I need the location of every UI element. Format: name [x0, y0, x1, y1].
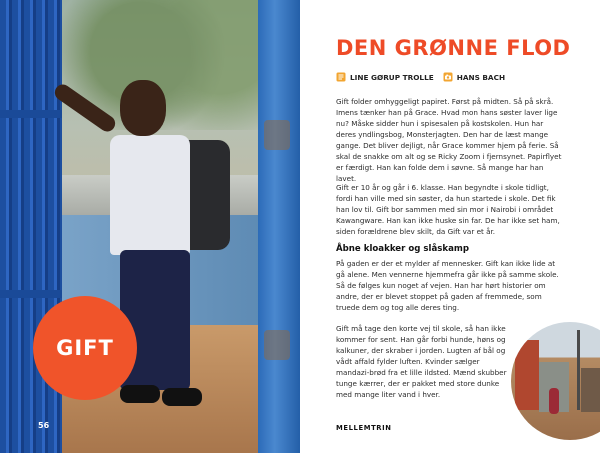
paragraph: Gift folder omhyggeligt papiret. Først på midten. Så på skrå. Imens tænker han på Grace. Hvad mon hans søster laver lige nu? Måske sidder hun i spisesalen på kostskolen. Hun har deres yndlingsbog, Monsterjagten. Den har de læst mange gange. Det bliver dejligt, når Grace kommer hjem på ferie. Så skal de snakke om alt og se Ricky Zoom i fjernsynet. Papirflyet er færdigt. Han kan folde dem i søvne. Så mange har han lavet.: [336, 97, 562, 183]
gate-bar: [0, 110, 62, 118]
paragraph: Gift er 10 år og går i 6. klasse. Han begyndte i skole tidligt, fordi han ville med sin søster, da hun startede i skole. Det fik han lov til. Gift bor sammen med sin mor i Nairobi i området Kawangware. Han kan ikke huske sin far. De har ikke set ham, siden forældrene blev skilt, da Gift var et år.: [336, 183, 560, 236]
photographer-name: HANS BACH: [456, 72, 506, 82]
paragraph: På gaden er der et mylder af mennesker. Gift kan ikke lide at gå alene. Men vennerne hjemmefra går ikke på samme skole. Så de følges kun noget af vejen. Han har hørt historier om andre, der er blevet stoppet på gaden af fremmede, som truede dem og tog alle deres ting.: [336, 259, 559, 312]
paragraph: Gift må tage den korte vej til skole, så han ikke kommer for sent. Han går forbi hunde, høns og kalkuner, der skraber i jorden. Lugten af bål og vådt affald fylder luften. Kvinder sælger mandazi-brød fra et lille ildsted. Mænd skubber tunge kærrer, der er pakket med store dunke med mange liter vand i hver.: [336, 324, 507, 399]
gate-rust: [264, 330, 290, 360]
author-name: LINE GØRUP TROLLE: [350, 72, 434, 82]
street-building: [581, 368, 600, 412]
name-badge-label: GIFT: [56, 336, 114, 360]
street-building: [515, 340, 539, 410]
section-footer: MELLEMTRIN: [336, 424, 392, 432]
subheading: Åbne kloakker og slåskamp: [336, 244, 470, 254]
school-shirt: [110, 135, 190, 255]
gate-rust: [264, 120, 290, 150]
shoe: [120, 385, 160, 403]
blue-gate-right: [258, 0, 300, 453]
gate-bar: [0, 290, 62, 298]
shoe: [162, 388, 202, 406]
camera-icon: [443, 72, 453, 82]
article-title: DEN GRØNNE FLOD: [336, 36, 571, 60]
writer-icon: [336, 72, 346, 82]
street-photo: [511, 322, 600, 440]
street-pole: [577, 330, 580, 410]
street-person: [549, 388, 559, 414]
credits-line: [336, 70, 505, 84]
boy-head: [120, 80, 166, 136]
name-badge: [33, 296, 137, 400]
page-number: 56: [38, 421, 50, 430]
